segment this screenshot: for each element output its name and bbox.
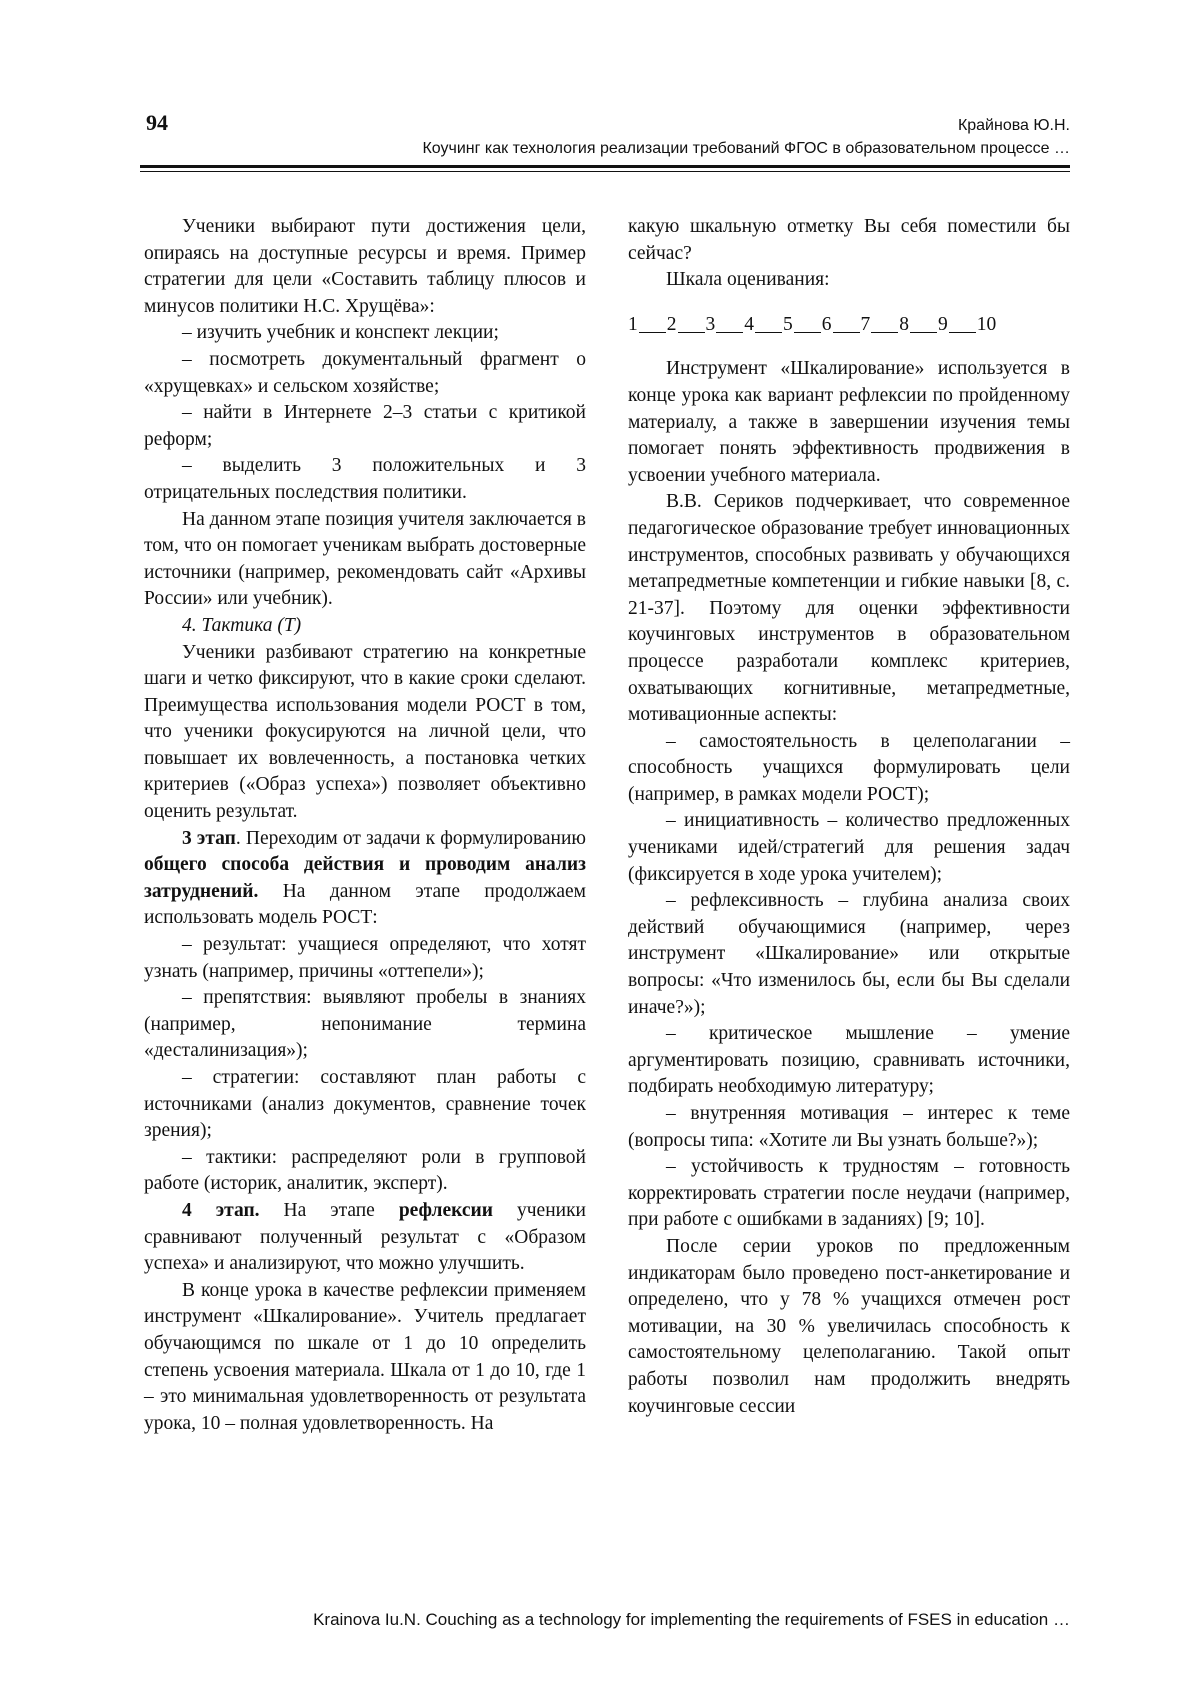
scale-underline — [755, 331, 782, 333]
stage-3-label: 3 этап — [182, 827, 236, 849]
paragraph: После серии уроков по предложенным индикаторам было проведено пост-анкетирование и определено, что у 78 % учащихся отмечен рост мотивации, на 30 % увеличилась способность к самостоятельному целеполаганию. Такой опыт работы позволил нам продолжить внедрять коучинговые сессии — [628, 1235, 1070, 1417]
paragraph: Ученики разбивают стратегию на конкретные шаги и четко фиксируют, что в какие сроки сделают. Преимущества использования модели РОСТ в том, что ученики фокусируются на личной цели, что повышает их вовлеченность, а постановка четких критериев («Образ успеха») позволяет объективно оценить результат. — [144, 641, 586, 823]
right-column — [628, 214, 1070, 1420]
scale-number: 6 — [821, 313, 832, 335]
list-item: – рефлексивность – глубина анализа своих действий обучающимися (например, через инструмент «Шкалирование» или открытые вопросы: «Что изменилось бы, если бы Вы сделали иначе?»); — [628, 890, 1070, 1018]
list-item: – внутренняя мотивация – интерес к теме (вопросы типа: «Хотите ли Вы узнать больше?»); — [628, 1103, 1070, 1151]
scale-number: 8 — [899, 313, 909, 335]
paragraph: На данном этапе позиция учителя заключается в том, что он помогает ученикам выбрать достоверные источники (например, рекомендовать сайт «Архивы России» или учебник). — [144, 508, 586, 610]
paragraph: В конце урока в качестве рефлексии применяем инструмент «Шкалирование». Учитель предлагает обучающимся по шкале от 1 до 10 определить степень усвоения материала. Шкала от 1 до 10, где 1 – это минимальная удовлетворенность от результата урока, 10 – полная удовлетворенность. На — [144, 1279, 586, 1434]
stage-3-emphasis: общего способа действия и проводим анализ затруднений. — [144, 854, 586, 902]
running-header — [422, 114, 1070, 160]
paragraph: Инструмент «Шкалирование» используется в конце урока как вариант рефлексии по пройденному материалу, а также в завершении изучения темы помогает понять эффективность продвижения в усвоении учебного материала. — [628, 358, 1070, 486]
list-item: – инициативность – количество предложенных учениками идей/стратегий для решения задач (фиксируется в ходе урока учителем); — [628, 810, 1070, 885]
paragraph-stage-3: 3 этап. Переходим от задачи к формулированию общего способа действия и проводим анализ затруднений. На данном этапе продолжаем использовать модель РОСТ: — [144, 827, 586, 929]
paragraph: В.В. Сериков подчеркивает, что современное педагогическое образование требует инновационных инструментов, способных развивать у обучающихся метапредметные компетенции и гибкие навыки [8, с. 21-37]. Поэтому для оценки эффективности коучинговых инструментов в образовательном процессе разработали комплекс критериев, охватывающих когнитивные, метапредметные, мотивационные аспекты: — [628, 491, 1070, 726]
rating-scale — [628, 312, 1070, 339]
list-item: – изучить учебник и конспект лекции; — [182, 322, 499, 344]
list-item: – посмотреть документальный фрагмент о «хрущевках» и сельском хозяйстве; — [144, 348, 586, 397]
scale-number: 3 — [705, 313, 716, 335]
scale-underline — [833, 331, 860, 333]
scale-label: Шкала оценивания: — [666, 269, 830, 291]
scale-underline — [949, 331, 976, 333]
list-item: – препятствия: выявляют пробелы в знаниях (например, непонимание термина «десталинизация»); — [144, 987, 586, 1062]
scale-underline — [716, 331, 743, 333]
scale-number: 10 — [976, 313, 997, 335]
scale-underline — [794, 331, 821, 333]
stage-4-emphasis: рефлексии — [398, 1199, 494, 1221]
header-title: Коучинг как технология реализации требований ФГОС в образовательном процессе … — [422, 140, 1070, 157]
scale-underline — [678, 331, 705, 333]
list-item: – тактики: распределяют роли в групповой работе (историк, аналитик, эксперт). — [144, 1146, 586, 1195]
list-item: – выделить 3 положительных и 3 отрицательных последствия политики. — [144, 455, 586, 503]
scale-number: 2 — [666, 313, 677, 335]
scale-number: 1 — [628, 313, 638, 335]
left-column — [144, 214, 586, 1437]
header-rule-thick — [140, 165, 1070, 168]
list-item: – результат: учащиеся определяют, что хотят узнать (например, причины «оттепели»); — [144, 934, 586, 982]
list-item: – самостоятельность в целеполагании – способность учащихся формулировать цели (например, в рамках модели РОСТ); — [628, 730, 1070, 805]
list-item: – стратегии: составляют план работы с источниками (анализ документов, сравнение точек зрения); — [144, 1067, 586, 1142]
stage-4-label: 4 этап. — [182, 1199, 260, 1221]
paragraph: какую шкальную отметку Вы себя поместили бы сейчас? — [628, 216, 1070, 264]
list-item: – критическое мышление – умение аргументировать позицию, сравнивать источники, подбирать необходимую литературу; — [628, 1023, 1070, 1098]
scale-number: 7 — [860, 313, 871, 335]
scale-underline — [910, 331, 937, 333]
section-heading-tactics: 4. Тактика (T) — [182, 614, 302, 636]
scale-underline — [639, 331, 666, 333]
footer-english-title: Krainova Iu.N. Couching as a technology for implementing the requirements of FSES in education … — [313, 1610, 1070, 1629]
scale-number: 4 — [744, 313, 754, 335]
page-number: 94 — [146, 110, 168, 135]
header-rule-thin — [140, 171, 1070, 172]
list-item: – устойчивость к трудностям – готовность корректировать стратегии после неудачи (например, при работе с ошибками в заданиях) [9; 10]. — [628, 1156, 1070, 1231]
scale-number: 9 — [938, 313, 948, 335]
list-item: – найти в Интернете 2–3 статьи с критикой реформ; — [144, 402, 586, 450]
header-author: Крайнова Ю.Н. — [957, 117, 1070, 134]
scale-number: 5 — [783, 313, 793, 335]
paragraph-stage-4: 4 этап. На этапе рефлексии ученики сравнивают полученный результат с «Образом успеха» и анализируют, что можно улучшить. — [144, 1199, 586, 1275]
paragraph: Ученики выбирают пути достижения цели, опираясь на доступные ресурсы и время. Пример стратегии для цели «Составить таблицу плюсов и минусов политики Н.С. Хрущёва»: — [144, 216, 586, 317]
scale-underline — [871, 331, 898, 333]
